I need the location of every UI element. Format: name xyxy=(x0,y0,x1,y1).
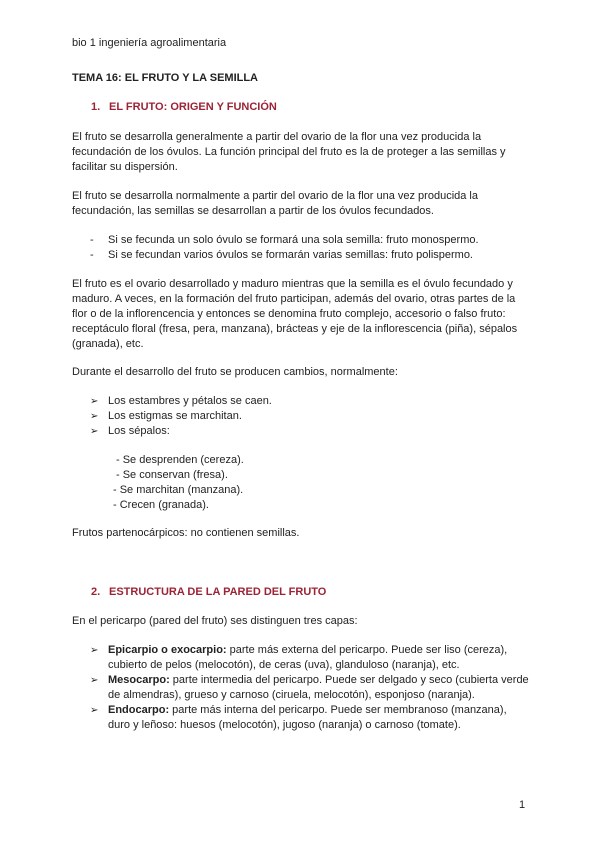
list-item: - Se conservan (fresa). xyxy=(116,469,228,481)
section-2-title: ESTRUCTURA DE LA PARED DEL FRUTO xyxy=(109,586,327,598)
list-item: ➢ Los estambres y pétalos se caen. xyxy=(90,395,272,407)
list-item: - Si se fecundan varios óvulos se formarán varias semillas: fruto polispermo. xyxy=(90,249,473,261)
dash-bullet: - xyxy=(90,234,94,246)
arrow-bullet-icon: ➢ xyxy=(90,645,99,656)
list-item: - Se desprenden (cereza). xyxy=(116,454,244,466)
arrow-bullet-icon: ➢ xyxy=(90,396,99,407)
section-1-paragraph-4: Durante el desarrollo del fruto se producen cambios, normalmente: xyxy=(72,366,398,378)
section-1-title: EL FRUTO: ORIGEN Y FUNCIÓN xyxy=(109,101,277,113)
layer-term: Mesocarpo: xyxy=(108,674,170,686)
layer-term: Endocarpo: xyxy=(108,704,170,716)
layer-term: Epicarpio o exocarpio: xyxy=(108,644,227,656)
arrow-bullet-icon: ➢ xyxy=(90,705,99,716)
list-item xyxy=(90,703,530,733)
page-header: bio 1 ingeniería agroalimentaria xyxy=(72,37,227,49)
topic-title: TEMA 16: EL FRUTO Y LA SEMILLA xyxy=(72,72,259,84)
arrow-bullet-icon: ➢ xyxy=(90,426,99,437)
list-item: - Si se fecunda un solo óvulo se formará una sola semilla: fruto monospermo. xyxy=(90,234,479,246)
layer-description: parte intermedia del pericarpo. Puede ser delgado y seco (cubierta verde de almendras), grueso y carnoso (ciruela, melocotón), esponjoso (naranja). xyxy=(108,674,529,701)
list-item: - Se marchitan (manzana). xyxy=(113,484,244,496)
list-item xyxy=(90,643,530,673)
fecundation-list xyxy=(90,233,530,263)
list-item: ➢ Los estigmas se marchitan. xyxy=(90,410,242,422)
section-2-heading xyxy=(91,585,326,600)
section-2-number: 2. xyxy=(91,586,101,598)
list-item: - Crecen (granada). xyxy=(113,499,209,511)
section-1-paragraph-3: El fruto es el ovario desarrollado y maduro mientras que la semilla es el óvulo fecundado y maduro. A veces, en la formación del fruto participan, además del ovario, otras partes de la flor o de la inflorencencia y entonces se denomina fruto complejo, accesorio o falso fruto: receptáculo floral (fresa, pera, manzana), brácteas y eje de la inflorescencia (piña), sépalos (granada), etc. xyxy=(72,278,518,350)
section-1-paragraph-5: Frutos partenocárpicos: no contienen semillas. xyxy=(72,527,300,539)
layer-description: parte más interna del pericarpo. Puede ser membranoso (manzana), duro y leñoso: huesos (melocotón), jugoso (naranja) o carnoso (tomate). xyxy=(108,704,507,731)
section-2-intro: En el pericarpo (pared del fruto) ses distinguen tres capas: xyxy=(72,615,358,627)
layer-description: parte más externa del pericarpo. Puede ser liso (cereza), cubierto de pelos (melocotón), de ceras (uva), glanduloso (naranja), etc. xyxy=(108,644,508,671)
dash-bullet: - xyxy=(90,249,94,261)
section-1-number: 1. xyxy=(91,101,101,113)
list-item: ➢ Los sépalos: xyxy=(90,425,170,437)
pericarp-layers-list xyxy=(90,643,530,733)
section-1-paragraph-1: El fruto se desarrolla generalmente a partir del ovario de la flor una vez producida la fecundación de los óvulos. La función principal del fruto es la de proteger a las semillas y facilitar su dispersión. xyxy=(72,131,506,173)
arrow-bullet-icon: ➢ xyxy=(90,411,99,422)
page-number: 1 xyxy=(519,799,526,811)
arrow-bullet-icon: ➢ xyxy=(90,675,99,686)
section-1-heading xyxy=(91,100,277,115)
sepals-sublist xyxy=(113,453,413,513)
changes-list xyxy=(90,394,530,439)
section-1-paragraph-2: El fruto se desarrolla normalmente a partir del ovario de la flor una vez producida la fecundación, las semillas se desarrollan a partir de los óvulos fecundados. xyxy=(72,190,478,217)
list-item xyxy=(90,673,530,703)
